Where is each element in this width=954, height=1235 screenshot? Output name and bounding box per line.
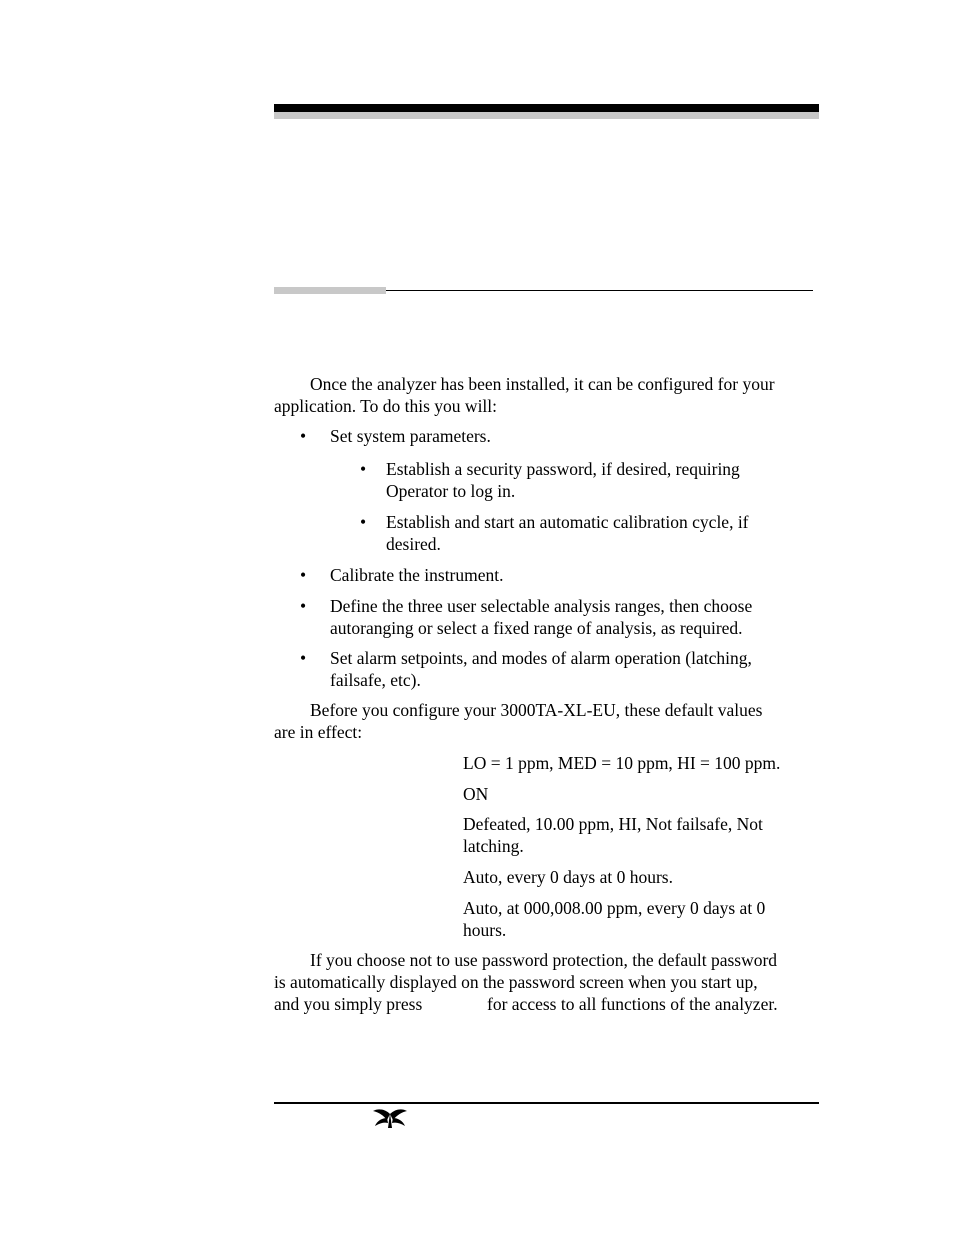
intro-line-2: application. To do this you will: xyxy=(274,396,498,416)
closing-line-3a: and you simply press xyxy=(274,994,423,1014)
closing-line-3b: for access to all functions of the analyzer. xyxy=(487,994,778,1014)
intro-line-1: Once the analyzer has been installed, it can be configured for your xyxy=(310,374,775,394)
defaults-intro-paragraph xyxy=(274,699,819,743)
step-ranges-line-2: autoranging or select a fixed range of analysis, as required. xyxy=(330,618,743,638)
default-span-line-1: Auto, at 000,008.00 ppm, every 0 days at 0 xyxy=(463,898,766,918)
bullet-icon: • xyxy=(360,459,367,479)
step-set-system: Set system parameters. xyxy=(330,426,491,446)
step-alarms-line-1: Set alarm setpoints, and modes of alarm operation (latching, xyxy=(330,648,752,668)
teledyne-logo-icon xyxy=(372,1107,408,1129)
step-autocal-line-2: desired. xyxy=(386,534,441,554)
step-password-line-2: Operator to log in. xyxy=(386,481,516,501)
bullet-icon: • xyxy=(360,512,367,532)
default-ranges: LO = 1 ppm, MED = 10 ppm, HI = 100 ppm. xyxy=(463,753,781,773)
step-autocal-line-1: Establish and start an automatic calibration cycle, if xyxy=(386,512,749,532)
section-rule-line xyxy=(386,290,813,291)
default-zero: Auto, every 0 days at 0 hours. xyxy=(463,867,673,887)
bullet-icon: • xyxy=(300,596,307,616)
bullet-icon: • xyxy=(300,565,307,585)
default-alarm-line-1: Defeated, 10.00 ppm, HI, Not failsafe, Not xyxy=(463,814,763,834)
step-password-line-1: Establish a security password, if desired, requiring xyxy=(386,459,740,479)
step-ranges-line-1: Define the three user selectable analysis ranges, then choose xyxy=(330,596,753,616)
step-calibrate: Calibrate the instrument. xyxy=(330,565,504,585)
default-autoranging: ON xyxy=(463,784,489,804)
defaults-intro-line-1: Before you configure your 3000TA-XL-EU, these default values xyxy=(310,700,763,720)
step-alarms-line-2: failsafe, etc). xyxy=(330,670,421,690)
closing-line-1: If you choose not to use password protection, the default password xyxy=(310,950,778,970)
closing-paragraph xyxy=(274,949,819,993)
bullet-icon: • xyxy=(300,648,307,668)
header-rule-gray xyxy=(274,112,819,119)
header-rule-black xyxy=(274,104,819,112)
intro-paragraph xyxy=(274,373,819,417)
default-alarm-line-2: latching. xyxy=(463,836,524,856)
closing-line-2: is automatically displayed on the password screen when you start up, xyxy=(274,972,758,992)
default-span-line-2: hours. xyxy=(463,920,507,940)
defaults-intro-line-2: are in effect: xyxy=(274,722,363,742)
bullet-icon: • xyxy=(300,426,307,446)
section-rule-gray-block xyxy=(274,287,386,294)
footer-rule xyxy=(274,1102,819,1104)
